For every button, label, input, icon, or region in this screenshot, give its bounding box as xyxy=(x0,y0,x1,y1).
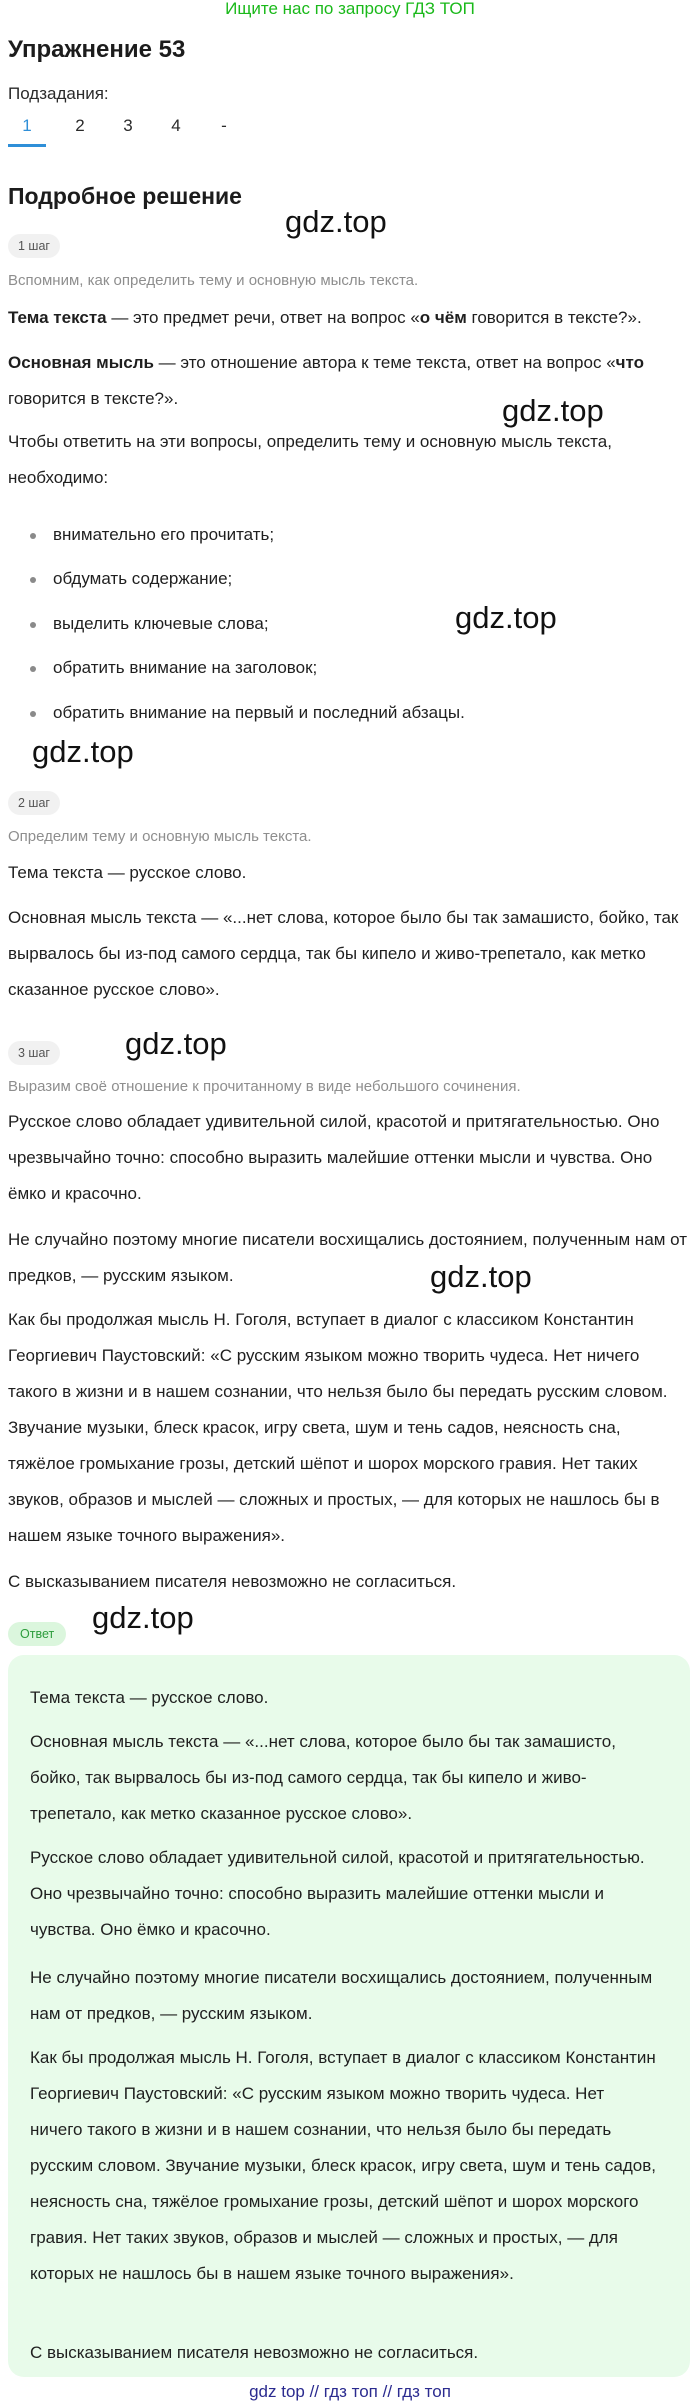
essay-paragraph: С высказыванием писателя невозможно не согласиться. xyxy=(8,1572,457,1591)
subtask-tabs xyxy=(8,115,248,147)
step-hint: Выразим своё отношение к прочитанному в виде небольшого сочинения. xyxy=(8,1078,521,1095)
page-title: Упражнение 53 xyxy=(8,36,186,63)
list-item: обратить внимание на первый и последний абзацы. xyxy=(30,702,465,724)
subtasks-label: Подзадания: xyxy=(8,84,109,103)
promo-link[interactable]: Ищите нас по запросу ГДЗ ТОП xyxy=(225,0,475,18)
list-item: обдумать содержание; xyxy=(30,568,232,590)
answer-paragraph: Русское слово обладает удивительной силой, красотой и притягательностью. Оно чрезвычайно точно: способно выразить малейшие оттенки мысли и чувства. Оно ёмко и красочно. xyxy=(30,1848,645,1939)
watermark: gdz.top xyxy=(455,600,557,635)
watermark: gdz.top xyxy=(502,393,604,428)
list-item: внимательно его прочитать; xyxy=(30,524,274,546)
bullet-icon xyxy=(30,533,36,539)
answer-paragraph: Не случайно поэтому многие писатели восхищались достоянием, полученным нам от предков, — русским языком. xyxy=(30,1968,653,2023)
answer-badge: Ответ xyxy=(8,1622,66,1646)
definition-main-idea: Основная мысль — это отношение автора к теме текста, ответ на вопрос «что говорится в тексте?». xyxy=(8,353,645,408)
tab-subtask-4[interactable]: 4 xyxy=(171,116,181,135)
step-badge: 3 шаг xyxy=(8,1041,60,1065)
bullet-icon xyxy=(30,666,36,672)
watermark: gdz.top xyxy=(430,1259,532,1294)
essay-paragraph: Русское слово обладает удивительной силой, красотой и притягательностью. Оно чрезвычайно точно: способно выразить малейшие оттенки мысли и чувства. Оно ёмко и красочно. xyxy=(8,1112,660,1203)
bullet-icon xyxy=(30,622,36,628)
answer-paragraph: Основная мысль текста — «...нет слова, которое было бы так замашисто, бойко, так вырвалось бы из-под самого сердца, так бы кипело и живо-трепетало, как метко сказанное русское слово». xyxy=(30,1732,616,1823)
watermark: gdz.top xyxy=(32,734,134,769)
step-hint: Определим тему и основную мысль текста. xyxy=(8,828,312,845)
bullet-icon xyxy=(30,711,36,717)
watermark: gdz.top xyxy=(285,204,387,239)
answer-paragraph: Тема текста — русское слово. xyxy=(30,1688,269,1707)
list-item: выделить ключевые слова; xyxy=(30,613,269,635)
footer-links[interactable]: gdz top // гдз топ // гдз топ xyxy=(249,2382,451,2401)
step-badge: 2 шаг xyxy=(8,791,60,815)
list-item: обратить внимание на заголовок; xyxy=(30,657,317,679)
instruction-paragraph: Чтобы ответить на эти вопросы, определить тему и основную мысль текста, необходимо: xyxy=(8,432,612,487)
topic-paragraph: Тема текста — русское слово. xyxy=(8,863,247,882)
answer-paragraph: С высказыванием писателя невозможно не согласиться. xyxy=(30,2343,479,2362)
definition-topic: Тема текста — это предмет речи, ответ на вопрос «о чём говорится в тексте?». xyxy=(8,308,642,327)
step-badge: 1 шаг xyxy=(8,234,60,258)
tab-subtask-1[interactable]: 1 xyxy=(8,115,46,147)
tab-subtask-2[interactable]: 2 xyxy=(75,116,85,135)
essay-paragraph: Не случайно поэтому многие писатели восхищались достоянием, полученным нам от предков, — русским языком. xyxy=(8,1230,688,1285)
tab-subtask-3[interactable]: 3 xyxy=(123,116,133,135)
watermark: gdz.top xyxy=(92,1600,194,1635)
tab-subtask-dash[interactable]: - xyxy=(221,116,227,135)
bullet-icon xyxy=(30,577,36,583)
main-idea-paragraph: Основная мысль текста — «...нет слова, которое было бы так замашисто, бойко, так вырвалось бы из-под самого сердца, так бы кипело и живо-трепетало, как метко сказанное русское слово». xyxy=(8,908,679,999)
answer-paragraph: Как бы продолжая мысль Н. Гоголя, вступает в диалог с классиком Константин Георгиевич Паустовский: «С русским языком можно творить чудеса. Нет ничего такого в жизни и в нашем сознании, что нельзя было бы передать русским словом. Звучание музыки, блеск красок, игру света, шум и тень садов, неясность сна, тяжёлое громыхание грозы, детский шёпот и шорох морского гравия. Нет таких звуков, образов и мыслей — сложных и простых, — для которых не нашлось бы в нашем языке точного выражения». xyxy=(30,2048,656,2283)
step-hint: Вспомним, как определить тему и основную мысль текста. xyxy=(8,272,419,289)
essay-paragraph: Как бы продолжая мысль Н. Гоголя, вступает в диалог с классиком Константин Георгиевич Паустовский: «С русским языком можно творить чудеса. Нет ничего такого в жизни и в нашем сознании, что нельзя было бы передать русским словом. Звучание музыки, блеск красок, игру света, шум и тень садов, неясность сна, тяжёлое громыхание грозы, детский шёпот и шорох морского гравия. Нет таких звуков, образов и мыслей — сложных и простых, — для которых не нашлось бы в нашем языке точного выражения». xyxy=(8,1310,668,1545)
watermark: gdz.top xyxy=(125,1026,227,1061)
solution-title: Подробное решение xyxy=(8,183,242,209)
